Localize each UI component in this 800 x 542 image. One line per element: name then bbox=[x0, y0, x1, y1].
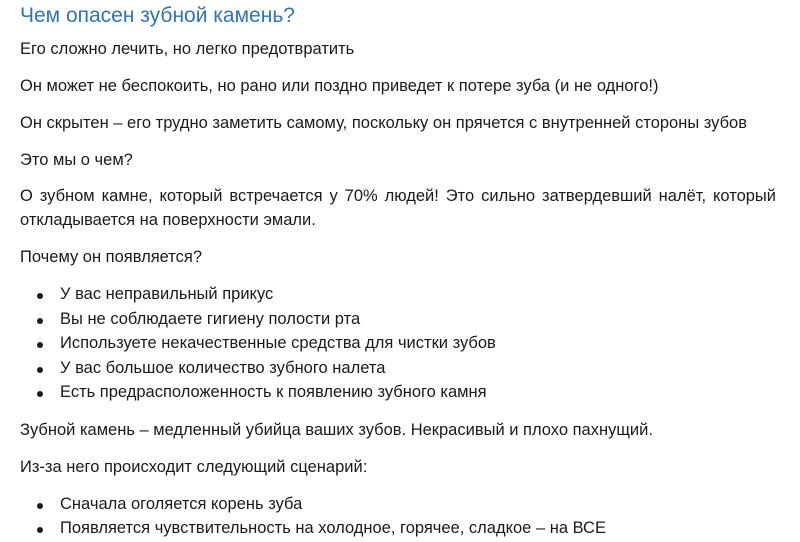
list-item bbox=[20, 356, 776, 381]
paragraph-tooth-loss: Он может не беспокоить, но рано или поздно приведет к потере зуба (и не одного!) bbox=[20, 77, 659, 95]
bullet-icon bbox=[37, 367, 43, 373]
list-item bbox=[20, 492, 776, 517]
list-item-text: Вы не соблюдаете гигиену полости рта bbox=[60, 309, 361, 328]
list-item-text: Сначала оголяется корень зуба bbox=[60, 494, 303, 513]
causes-list bbox=[20, 282, 776, 405]
scenario-list bbox=[20, 492, 776, 541]
bullet-icon bbox=[37, 503, 43, 509]
paragraph-scenario-intro: Из-за него происходит следующий сценарий: bbox=[20, 457, 368, 476]
bullet-icon bbox=[37, 342, 43, 348]
list-item-text: Используете некачественные средства для чистки зубов bbox=[60, 334, 496, 352]
paragraph-why-appears: Почему он появляется? bbox=[20, 248, 203, 266]
list-item-text: Появляется чувствительность на холодное, горячее, сладкое – на ВСЕ bbox=[60, 519, 606, 537]
paragraph-slow-killer: Зубной камень – медленный убийца ваших зубов. Некрасивый и плохо пахнущий. bbox=[20, 420, 653, 439]
paragraph-hard-to-treat: Его сложно лечить, но легко предотвратить bbox=[20, 40, 355, 58]
list-item-text: У вас большое количество зубного налета bbox=[60, 358, 386, 377]
list-item bbox=[20, 307, 776, 332]
list-item bbox=[20, 331, 776, 356]
list-item bbox=[20, 380, 776, 405]
paragraph-hidden: Он скрытен – его трудно заметить самому, поскольку он прячется с внутренней стороны зубов bbox=[20, 114, 747, 132]
bullet-icon bbox=[37, 527, 43, 533]
bullet-icon bbox=[37, 318, 43, 324]
document-heading: Чем опасен зубной камень? bbox=[20, 4, 295, 27]
list-item-text: Есть предрасположенность к появлению зубного камня bbox=[60, 383, 487, 401]
list-item bbox=[20, 282, 776, 307]
document-page bbox=[20, 0, 776, 541]
bullet-icon bbox=[37, 293, 43, 299]
bullet-icon bbox=[37, 391, 43, 397]
paragraph-question: Это мы о чем? bbox=[20, 151, 133, 169]
paragraph-definition: О зубном камне, который встречается у 70% людей! Это сильно затвердевший налёт, который откладывается на поверхности эмали. bbox=[20, 187, 776, 229]
list-item bbox=[20, 516, 776, 541]
list-item-text: У вас неправильный прикус bbox=[60, 285, 274, 303]
